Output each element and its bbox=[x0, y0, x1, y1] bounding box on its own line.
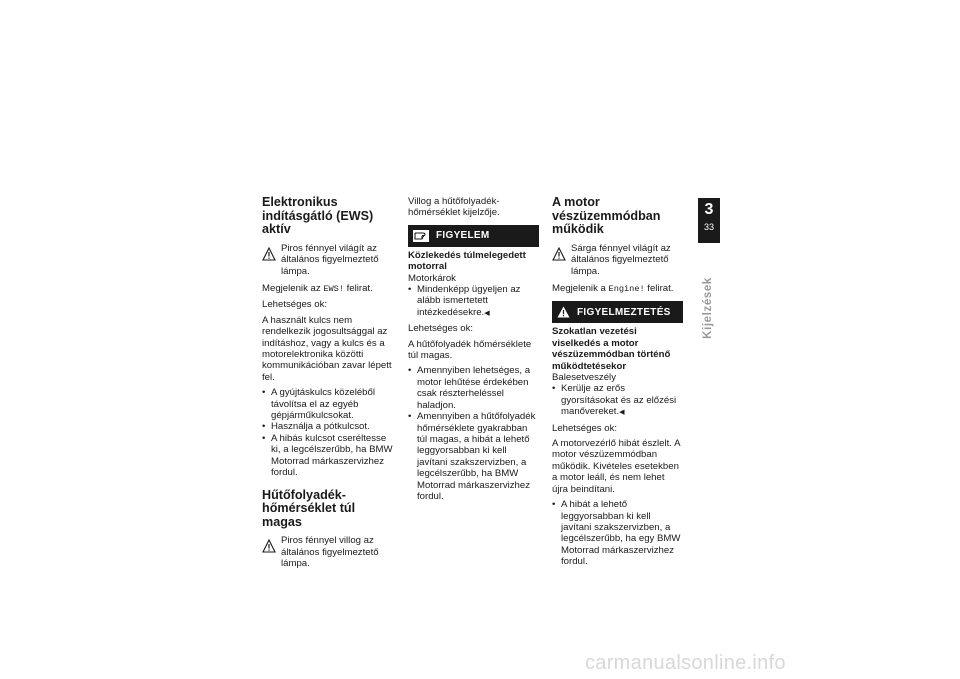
alert-subtitle: Balesetveszély bbox=[552, 372, 616, 384]
action-list bbox=[262, 387, 393, 478]
warning-triangle-icon bbox=[552, 247, 566, 261]
list-item: • Amennyiben a hűtőfolyadék hőmérséklete gyakrabban túl magas, a hibát a lehető leggyorsabban ki kell javítani szakszervizben, a legcélszerűbb, ha BMW Motorrad márkaszervizhez fordul. bbox=[408, 411, 539, 502]
list-item: • Használja a pótkulcsot. bbox=[262, 421, 393, 432]
warning-triangle-icon bbox=[262, 539, 276, 553]
cause-label: Lehetséges ok: bbox=[408, 323, 474, 335]
warning-line-coolant bbox=[262, 535, 393, 569]
notice-label: FIGYELEM bbox=[436, 230, 490, 242]
end-mark-icon: ◀ bbox=[484, 309, 490, 317]
alert-list bbox=[408, 284, 539, 319]
warning-line-ews bbox=[262, 243, 393, 277]
warning-label: FIGYELMEZTETÉS bbox=[577, 306, 671, 318]
chapter-tab bbox=[698, 198, 720, 243]
end-mark-icon: ◀ bbox=[619, 409, 625, 417]
cause-label: Lehetséges ok: bbox=[262, 299, 328, 311]
notice-box bbox=[408, 225, 539, 247]
page-number: 33 bbox=[703, 222, 714, 232]
alert-title: Szokatlan vezetési viselkedés a motor vészüzemmódban történő működtetésekor bbox=[552, 326, 671, 372]
cause-label: Lehetséges ok: bbox=[552, 422, 618, 434]
watermark: carmanualsonline.info bbox=[585, 652, 786, 674]
warning-text: Piros fénnyel villog az általános figyelmeztető lámpa. bbox=[281, 535, 379, 570]
list-item: • A hibát a lehető leggyorsabban ki kell javítani szakszervizben, a legcélszerűbb, ha egy BMW Motorrad márkaszervizhez fordul. bbox=[552, 499, 683, 567]
warning-box bbox=[552, 301, 683, 323]
alert-subtitle: Motorkárok bbox=[408, 272, 456, 284]
action-list bbox=[552, 499, 683, 567]
display-line: Megjelenik az EWS! felirat. bbox=[262, 283, 373, 294]
list-item: • A gyújtáskulcs közeléből távolítsa el az egyéb gépjárműkulcsokat. bbox=[262, 387, 393, 421]
warning-text: Piros fénnyel világít az általános figyelmeztető lámpa. bbox=[281, 242, 379, 277]
warning-line-engine bbox=[552, 243, 683, 277]
intro-text: Villog a hűtőfolyadék-hőmérséklet kijelzője. bbox=[408, 196, 500, 219]
column-1 bbox=[262, 196, 393, 576]
list-item: • Amennyiben lehetséges, a motor lehűtése érdekében csak részterheléssel haladjon. bbox=[408, 365, 539, 411]
list-item: • Mindenképp ügyeljen az alább ismertetett intézkedésekre.◀ bbox=[408, 284, 539, 319]
alert-list bbox=[552, 383, 683, 418]
alert-title: Közlekedés túlmelegedett motorral bbox=[408, 249, 526, 273]
display-code: EWS! bbox=[323, 284, 344, 294]
heading-emergency-mode: A motor vészüzemmódban működik bbox=[552, 195, 661, 237]
warning-text: Sárga fénnyel világít az általános figyelmeztető lámpa. bbox=[571, 242, 671, 277]
warning-triangle-icon bbox=[557, 306, 570, 318]
cause-text: A motorvezérlő hibát észlelt. A motor vészüzemmódban működik. Kivételes esetekben a motor leáll, és nem lehet újra beindítani. bbox=[552, 438, 680, 495]
action-list bbox=[408, 365, 539, 502]
heading-ews: Elektronikus indításgátló (EWS) aktív bbox=[262, 195, 374, 237]
column-2 bbox=[408, 196, 539, 506]
hand-pointing-icon bbox=[413, 230, 429, 242]
chapter-number: 3 bbox=[704, 201, 714, 218]
heading-coolant: Hűtőfolyadék-hőmérséklet túl magas bbox=[262, 487, 356, 529]
list-item: • Kerülje az erős gyorsításokat és az előzési manővereket.◀ bbox=[552, 383, 683, 418]
cause-text: A használt kulcs nem rendelkezik jogosultsággal az indításhoz, vagy a kulcs és a motorelektronika közötti kommunikációban zavar lépett fel. bbox=[262, 314, 392, 383]
display-line: Megjelenik a Engine! felirat. bbox=[552, 283, 674, 294]
column-3 bbox=[552, 196, 683, 572]
display-code: Engine! bbox=[608, 284, 645, 294]
cause-text: A hűtőfolyadék hőmérséklete túl magas. bbox=[408, 338, 532, 362]
chapter-side-label: Kijelzések bbox=[702, 277, 714, 339]
list-item: • A hibás kulcsot cseréltesse ki, a legcélszerűbb, ha BMW Motorrad márkaszervizhez fordul. bbox=[262, 433, 393, 479]
warning-triangle-icon bbox=[262, 247, 276, 261]
